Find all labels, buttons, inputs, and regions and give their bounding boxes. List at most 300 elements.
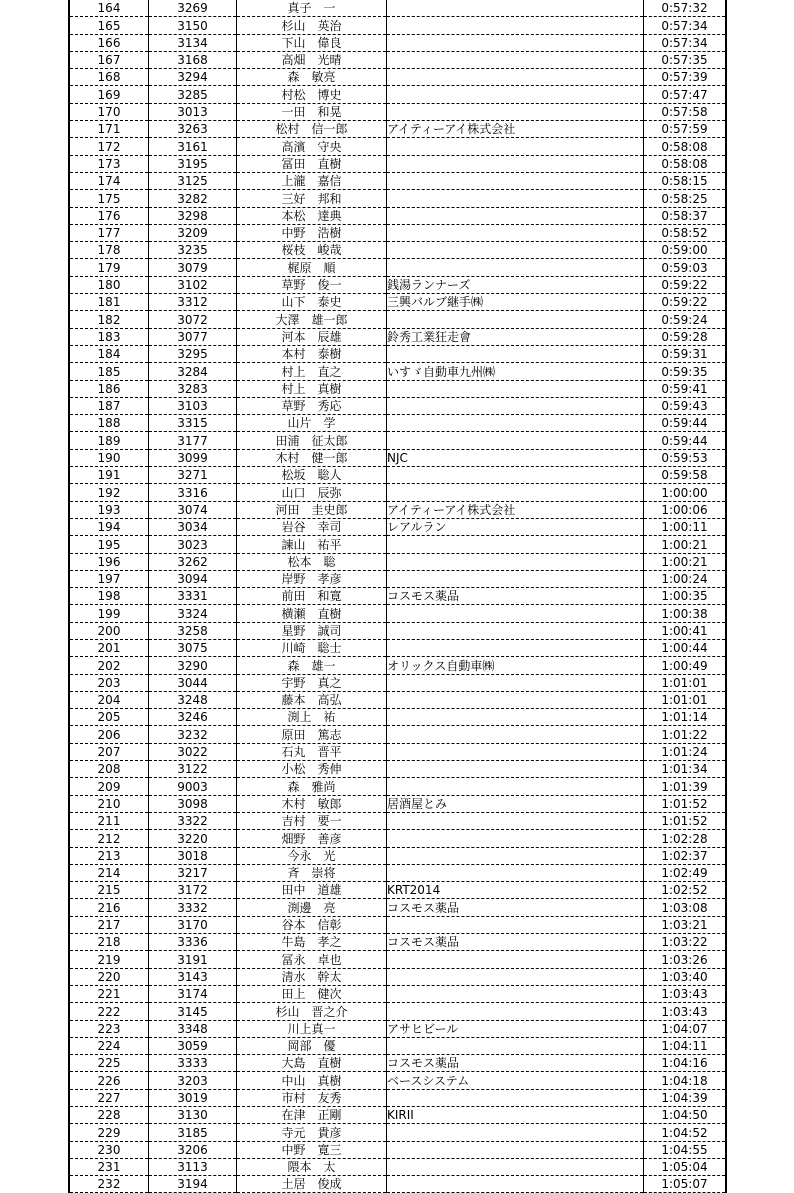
bib-number-cell: 3130 — [149, 1107, 237, 1124]
finish-time-cell: 0:59:44 — [644, 415, 727, 432]
bib-number-cell: 3217 — [149, 864, 237, 881]
table-row — [69, 190, 726, 207]
bib-number-cell: 3034 — [149, 518, 237, 535]
team-name-cell — [387, 1158, 644, 1175]
table-row — [69, 397, 726, 414]
finish-time-cell: 1:02:28 — [644, 830, 727, 847]
table-row — [69, 1037, 726, 1054]
runner-name-cell: 在津 正剛 — [237, 1107, 387, 1124]
table-row — [69, 847, 726, 864]
team-name-cell — [387, 778, 644, 795]
rank-cell: 205 — [69, 709, 149, 726]
finish-time-cell: 1:02:52 — [644, 882, 727, 899]
bib-number-cell: 3150 — [149, 17, 237, 34]
table-row — [69, 709, 726, 726]
team-name-cell — [387, 51, 644, 68]
runner-name-cell: 寺元 貴彦 — [237, 1124, 387, 1141]
runner-name-cell: 草野 俊一 — [237, 276, 387, 293]
team-name-cell — [387, 639, 644, 656]
bib-number-cell: 3143 — [149, 968, 237, 985]
runner-name-cell: 畑野 善彦 — [237, 830, 387, 847]
table-row — [69, 951, 726, 968]
finish-time-cell: 1:00:11 — [644, 518, 727, 535]
finish-time-cell: 1:01:52 — [644, 812, 727, 829]
rank-cell: 196 — [69, 553, 149, 570]
results-table-body — [69, 0, 726, 1193]
team-name-cell — [387, 311, 644, 328]
runner-name-cell: 今永 光 — [237, 847, 387, 864]
bib-number-cell: 3295 — [149, 345, 237, 362]
rank-cell: 170 — [69, 103, 149, 120]
bib-number-cell: 3220 — [149, 830, 237, 847]
table-row — [69, 968, 726, 985]
team-name-cell — [387, 86, 644, 103]
bib-number-cell: 3174 — [149, 985, 237, 1002]
runner-name-cell: 河本 辰雄 — [237, 328, 387, 345]
runner-name-cell: 松村 信一郎 — [237, 121, 387, 138]
rank-cell: 164 — [69, 0, 149, 17]
bib-number-cell: 3134 — [149, 34, 237, 51]
finish-time-cell: 0:59:00 — [644, 242, 727, 259]
rank-cell: 193 — [69, 501, 149, 518]
runner-name-cell: 川上真一 — [237, 1020, 387, 1037]
rank-cell: 191 — [69, 467, 149, 484]
runner-name-cell: 村上 直之 — [237, 363, 387, 380]
runner-name-cell: 山片 学 — [237, 415, 387, 432]
runner-name-cell: 田浦 征太郎 — [237, 432, 387, 449]
team-name-cell — [387, 172, 644, 189]
table-row — [69, 985, 726, 1002]
rank-cell: 180 — [69, 276, 149, 293]
runner-name-cell: 冨永 卓也 — [237, 951, 387, 968]
runner-name-cell: 田中 道雄 — [237, 882, 387, 899]
team-name-cell — [387, 345, 644, 362]
runner-name-cell: 森 敏亮 — [237, 69, 387, 86]
runner-name-cell: 前田 和寛 — [237, 588, 387, 605]
finish-time-cell: 1:02:37 — [644, 847, 727, 864]
team-name-cell — [387, 691, 644, 708]
team-name-cell: アサヒビール — [387, 1020, 644, 1037]
bib-number-cell: 3161 — [149, 138, 237, 155]
rank-cell: 195 — [69, 536, 149, 553]
bib-number-cell: 3235 — [149, 242, 237, 259]
bib-number-cell: 3283 — [149, 380, 237, 397]
runner-name-cell: 中野 寛三 — [237, 1141, 387, 1158]
bib-number-cell: 3102 — [149, 276, 237, 293]
finish-time-cell: 0:59:22 — [644, 276, 727, 293]
runner-name-cell: 松坂 聡人 — [237, 467, 387, 484]
finish-time-cell: 0:57:47 — [644, 86, 727, 103]
finish-time-cell: 0:58:52 — [644, 224, 727, 241]
rank-cell: 207 — [69, 743, 149, 760]
finish-time-cell: 0:57:59 — [644, 121, 727, 138]
table-row — [69, 0, 726, 17]
finish-time-cell: 0:59:28 — [644, 328, 727, 345]
rank-cell: 197 — [69, 570, 149, 587]
finish-time-cell: 1:02:49 — [644, 864, 727, 881]
table-row — [69, 345, 726, 362]
table-row — [69, 328, 726, 345]
bib-number-cell: 3209 — [149, 224, 237, 241]
finish-time-cell: 1:04:11 — [644, 1037, 727, 1054]
finish-time-cell: 1:04:07 — [644, 1020, 727, 1037]
team-name-cell — [387, 1037, 644, 1054]
runner-name-cell: 梶原 順 — [237, 259, 387, 276]
finish-time-cell: 1:01:01 — [644, 674, 727, 691]
finish-time-cell: 1:03:40 — [644, 968, 727, 985]
runner-name-cell: 松本 聡 — [237, 553, 387, 570]
finish-time-cell: 0:58:08 — [644, 138, 727, 155]
finish-time-cell: 1:04:39 — [644, 1089, 727, 1106]
table-row — [69, 1124, 726, 1141]
bib-number-cell: 3348 — [149, 1020, 237, 1037]
bib-number-cell: 3263 — [149, 121, 237, 138]
finish-time-cell: 1:04:16 — [644, 1055, 727, 1072]
runner-name-cell: 一田 和晃 — [237, 103, 387, 120]
team-name-cell — [387, 1124, 644, 1141]
rank-cell: 203 — [69, 674, 149, 691]
bib-number-cell: 3336 — [149, 934, 237, 951]
team-name-cell: レアルラン — [387, 518, 644, 535]
table-row — [69, 207, 726, 224]
table-row — [69, 761, 726, 778]
finish-time-cell: 0:58:08 — [644, 155, 727, 172]
bib-number-cell: 3125 — [149, 172, 237, 189]
runner-name-cell: 土居 俊成 — [237, 1176, 387, 1193]
rank-cell: 182 — [69, 311, 149, 328]
team-name-cell — [387, 743, 644, 760]
finish-time-cell: 1:00:38 — [644, 605, 727, 622]
finish-time-cell: 0:59:24 — [644, 311, 727, 328]
table-row — [69, 812, 726, 829]
runner-name-cell: 中山 真樹 — [237, 1072, 387, 1089]
finish-time-cell: 0:59:43 — [644, 397, 727, 414]
rank-cell: 175 — [69, 190, 149, 207]
table-row — [69, 294, 726, 311]
bib-number-cell: 3315 — [149, 415, 237, 432]
bib-number-cell: 3098 — [149, 795, 237, 812]
team-name-cell — [387, 864, 644, 881]
runner-name-cell: 田上 健次 — [237, 985, 387, 1002]
bib-number-cell: 3333 — [149, 1055, 237, 1072]
team-name-cell — [387, 34, 644, 51]
bib-number-cell: 3203 — [149, 1072, 237, 1089]
finish-time-cell: 1:00:24 — [644, 570, 727, 587]
runner-name-cell: 原田 篤志 — [237, 726, 387, 743]
rank-cell: 176 — [69, 207, 149, 224]
rank-cell: 226 — [69, 1072, 149, 1089]
rank-cell: 200 — [69, 622, 149, 639]
team-name-cell — [387, 709, 644, 726]
finish-time-cell: 0:57:32 — [644, 0, 727, 17]
runner-name-cell: 清水 幹太 — [237, 968, 387, 985]
rank-cell: 224 — [69, 1037, 149, 1054]
finish-time-cell: 1:01:52 — [644, 795, 727, 812]
rank-cell: 232 — [69, 1176, 149, 1193]
table-row — [69, 1176, 726, 1193]
finish-time-cell: 1:03:21 — [644, 916, 727, 933]
rank-cell: 194 — [69, 518, 149, 535]
rank-cell: 225 — [69, 1055, 149, 1072]
team-name-cell — [387, 951, 644, 968]
bib-number-cell: 3324 — [149, 605, 237, 622]
rank-cell: 169 — [69, 86, 149, 103]
bib-number-cell: 3185 — [149, 1124, 237, 1141]
team-name-cell: オリックス自動車㈱ — [387, 657, 644, 674]
runner-name-cell: 高畑 光晴 — [237, 51, 387, 68]
table-row — [69, 864, 726, 881]
team-name-cell — [387, 985, 644, 1002]
runner-name-cell: 山下 泰史 — [237, 294, 387, 311]
runner-name-cell: 市村 友秀 — [237, 1089, 387, 1106]
finish-time-cell: 0:58:25 — [644, 190, 727, 207]
bib-number-cell: 3282 — [149, 190, 237, 207]
bib-number-cell: 3022 — [149, 743, 237, 760]
rank-cell: 177 — [69, 224, 149, 241]
runner-name-cell: 村松 博史 — [237, 86, 387, 103]
table-row — [69, 674, 726, 691]
finish-time-cell: 1:01:01 — [644, 691, 727, 708]
table-row — [69, 899, 726, 916]
finish-time-cell: 1:00:00 — [644, 484, 727, 501]
table-row — [69, 1107, 726, 1124]
team-name-cell: KIRII — [387, 1107, 644, 1124]
rank-cell: 222 — [69, 1003, 149, 1020]
runner-name-cell: 木村 健一郎 — [237, 449, 387, 466]
rank-cell: 179 — [69, 259, 149, 276]
team-name-cell — [387, 380, 644, 397]
bib-number-cell: 3059 — [149, 1037, 237, 1054]
rank-cell: 201 — [69, 639, 149, 656]
runner-name-cell: 斉 崇将 — [237, 864, 387, 881]
runner-name-cell: 下山 偉良 — [237, 34, 387, 51]
table-row — [69, 1089, 726, 1106]
rank-cell: 231 — [69, 1158, 149, 1175]
finish-time-cell: 1:03:22 — [644, 934, 727, 951]
team-name-cell: アイティーアイ株式会社 — [387, 501, 644, 518]
rank-cell: 174 — [69, 172, 149, 189]
table-row — [69, 449, 726, 466]
bib-number-cell: 3094 — [149, 570, 237, 587]
team-name-cell — [387, 415, 644, 432]
table-row — [69, 830, 726, 847]
rank-cell: 192 — [69, 484, 149, 501]
table-row — [69, 536, 726, 553]
bib-number-cell: 3316 — [149, 484, 237, 501]
team-name-cell — [387, 726, 644, 743]
results-table — [68, 0, 727, 1193]
rank-cell: 184 — [69, 345, 149, 362]
table-row — [69, 778, 726, 795]
finish-time-cell: 0:57:39 — [644, 69, 727, 86]
table-row — [69, 518, 726, 535]
team-name-cell — [387, 432, 644, 449]
rank-cell: 186 — [69, 380, 149, 397]
table-row — [69, 467, 726, 484]
table-row — [69, 1003, 726, 1020]
team-name-cell: コスモス薬品 — [387, 1055, 644, 1072]
finish-time-cell: 1:00:49 — [644, 657, 727, 674]
table-row — [69, 259, 726, 276]
rank-cell: 220 — [69, 968, 149, 985]
bib-number-cell: 3013 — [149, 103, 237, 120]
table-row — [69, 639, 726, 656]
bib-number-cell: 3284 — [149, 363, 237, 380]
team-name-cell: コスモス薬品 — [387, 588, 644, 605]
runner-name-cell: 渕邊 亮 — [237, 899, 387, 916]
table-row — [69, 34, 726, 51]
table-row — [69, 380, 726, 397]
table-row — [69, 484, 726, 501]
finish-time-cell: 0:59:44 — [644, 432, 727, 449]
bib-number-cell: 3099 — [149, 449, 237, 466]
team-name-cell — [387, 553, 644, 570]
runner-name-cell: 隈本 太 — [237, 1158, 387, 1175]
table-row — [69, 605, 726, 622]
rank-cell: 228 — [69, 1107, 149, 1124]
table-row — [69, 51, 726, 68]
table-row — [69, 224, 726, 241]
runner-name-cell: 藤本 高弘 — [237, 691, 387, 708]
team-name-cell — [387, 207, 644, 224]
bib-number-cell: 3206 — [149, 1141, 237, 1158]
runner-name-cell: 小松 秀伸 — [237, 761, 387, 778]
rank-cell: 221 — [69, 985, 149, 1002]
team-name-cell — [387, 397, 644, 414]
table-row — [69, 882, 726, 899]
table-row — [69, 743, 726, 760]
runner-name-cell: 星野 誠司 — [237, 622, 387, 639]
team-name-cell: KRT2014 — [387, 882, 644, 899]
finish-time-cell: 1:00:21 — [644, 536, 727, 553]
table-row — [69, 916, 726, 933]
table-row — [69, 570, 726, 587]
bib-number-cell: 3023 — [149, 536, 237, 553]
table-row — [69, 795, 726, 812]
runner-name-cell: 横瀬 直樹 — [237, 605, 387, 622]
bib-number-cell: 3019 — [149, 1089, 237, 1106]
table-row — [69, 691, 726, 708]
finish-time-cell: 1:04:18 — [644, 1072, 727, 1089]
team-name-cell — [387, 69, 644, 86]
table-row — [69, 622, 726, 639]
team-name-cell — [387, 830, 644, 847]
finish-time-cell: 1:04:55 — [644, 1141, 727, 1158]
team-name-cell — [387, 1141, 644, 1158]
runner-name-cell: 牛島 孝之 — [237, 934, 387, 951]
table-row — [69, 1072, 726, 1089]
team-name-cell — [387, 761, 644, 778]
finish-time-cell: 0:59:31 — [644, 345, 727, 362]
finish-time-cell: 1:03:08 — [644, 899, 727, 916]
runner-name-cell: 杉山 晋之介 — [237, 1003, 387, 1020]
rank-cell: 166 — [69, 34, 149, 51]
bib-number-cell: 3298 — [149, 207, 237, 224]
bib-number-cell: 3271 — [149, 467, 237, 484]
bib-number-cell: 3322 — [149, 812, 237, 829]
runner-name-cell: 大澤 雄一郎 — [237, 311, 387, 328]
table-row — [69, 69, 726, 86]
rank-cell: 199 — [69, 605, 149, 622]
bib-number-cell: 3195 — [149, 155, 237, 172]
bib-number-cell: 3248 — [149, 691, 237, 708]
team-name-cell — [387, 1089, 644, 1106]
finish-time-cell: 1:00:41 — [644, 622, 727, 639]
table-row — [69, 172, 726, 189]
bib-number-cell: 3168 — [149, 51, 237, 68]
rank-cell: 217 — [69, 916, 149, 933]
runner-name-cell: 宇野 真之 — [237, 674, 387, 691]
runner-name-cell: 上瀧 嘉信 — [237, 172, 387, 189]
team-name-cell — [387, 674, 644, 691]
finish-time-cell: 1:05:04 — [644, 1158, 727, 1175]
table-row — [69, 1141, 726, 1158]
bib-number-cell: 3232 — [149, 726, 237, 743]
team-name-cell — [387, 968, 644, 985]
team-name-cell — [387, 467, 644, 484]
table-row — [69, 1020, 726, 1037]
bib-number-cell: 3018 — [149, 847, 237, 864]
rank-cell: 187 — [69, 397, 149, 414]
rank-cell: 211 — [69, 812, 149, 829]
runner-name-cell: 石丸 晋平 — [237, 743, 387, 760]
table-row — [69, 1158, 726, 1175]
finish-time-cell: 1:03:43 — [644, 1003, 727, 1020]
runner-name-cell: 冨田 直樹 — [237, 155, 387, 172]
table-row — [69, 934, 726, 951]
bib-number-cell: 3258 — [149, 622, 237, 639]
runner-name-cell: 岩谷 幸司 — [237, 518, 387, 535]
team-name-cell: ベースシステム — [387, 1072, 644, 1089]
team-name-cell: 三興バルブ継手㈱ — [387, 294, 644, 311]
runner-name-cell: 諫山 祐平 — [237, 536, 387, 553]
table-row — [69, 588, 726, 605]
team-name-cell — [387, 916, 644, 933]
rank-cell: 229 — [69, 1124, 149, 1141]
rank-cell: 212 — [69, 830, 149, 847]
rank-cell: 204 — [69, 691, 149, 708]
bib-number-cell: 3246 — [149, 709, 237, 726]
finish-time-cell: 0:57:58 — [644, 103, 727, 120]
runner-name-cell: 木村 敏郎 — [237, 795, 387, 812]
table-row — [69, 276, 726, 293]
table-row — [69, 242, 726, 259]
rank-cell: 173 — [69, 155, 149, 172]
bib-number-cell: 3285 — [149, 86, 237, 103]
table-row — [69, 1055, 726, 1072]
table-row — [69, 432, 726, 449]
runner-name-cell: 大島 直樹 — [237, 1055, 387, 1072]
finish-time-cell: 0:59:35 — [644, 363, 727, 380]
team-name-cell — [387, 155, 644, 172]
team-name-cell: アイティーアイ株式会社 — [387, 121, 644, 138]
finish-time-cell: 0:57:35 — [644, 51, 727, 68]
rank-cell: 210 — [69, 795, 149, 812]
rank-cell: 178 — [69, 242, 149, 259]
bib-number-cell: 3332 — [149, 899, 237, 916]
finish-time-cell: 1:00:35 — [644, 588, 727, 605]
bib-number-cell: 3290 — [149, 657, 237, 674]
runner-name-cell: 森 雄一 — [237, 657, 387, 674]
finish-time-cell: 0:58:15 — [644, 172, 727, 189]
rank-cell: 181 — [69, 294, 149, 311]
team-name-cell — [387, 138, 644, 155]
team-name-cell — [387, 259, 644, 276]
table-row — [69, 86, 726, 103]
finish-time-cell: 0:57:34 — [644, 17, 727, 34]
table-row — [69, 17, 726, 34]
finish-time-cell: 1:01:24 — [644, 743, 727, 760]
